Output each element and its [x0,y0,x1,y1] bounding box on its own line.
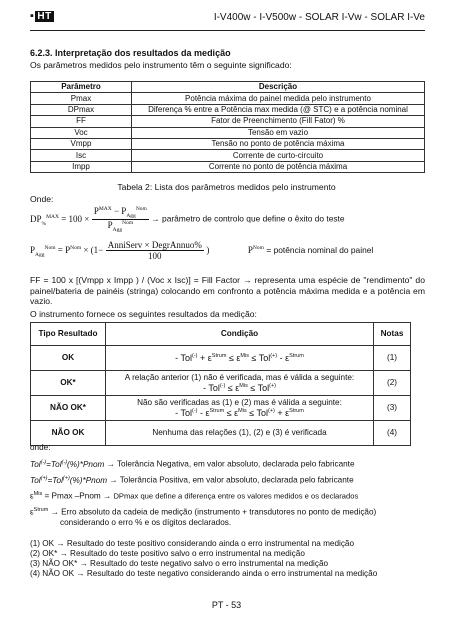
table-cell: Voc [31,127,132,138]
results-table [30,322,411,446]
list-item: (1) OK → Resultado do teste positivo considerando ainda o erro instrumental na medição [30,539,355,548]
table-cell: Isc [31,150,132,161]
table-row [31,396,411,421]
result-type: OK* [31,371,106,396]
table-row [31,371,411,396]
table-cell: Diferença % entre a Potência max medida (@ STC) e a potência nominal [132,104,425,115]
formula-pnom-note: = potência nominal do painel [266,244,374,255]
legend-tol-positive: Tol(+)=Tol(+)(%)*Pnom → Tolerância Positiva, em valor absoluto, declarada pelo fabricante [30,475,354,485]
table-cell: Pmax [31,93,132,104]
result-condition-text: A relação anterior (1) não é verificada, mas é válida a seguinte: [124,372,355,382]
table-cell: FF [31,116,132,127]
result-condition: A relação anterior (1) não é verificada, mas é válida a seguinte: - $Tol^{(-)} \le \varepsilon^{Mis} \le Tol^{(+)}$ [106,371,374,396]
table1-caption: Tabela 2: Lista dos parâmetros medidos pelo instrumento [117,182,336,192]
table-row [31,150,425,161]
table-row [31,127,425,138]
result-condition: Nenhuma das relações (1), (2) e (3) é verificada [106,421,374,446]
notes-list [30,539,425,579]
result-type: OK [31,346,106,371]
page-number: PT - 53 [211,600,242,610]
list-item: (3) NÃO OK* → Resultado do teste negativo salvo o erro instrumental na medição [30,559,329,568]
result-condition: - $Tol^{(-)} + \varepsilon^{Strum} \le \varepsilon^{Mis} \le Tol^{(+)} - \varepsilon^{Strum}$ [106,346,374,371]
table-cell: DPmax [31,104,132,115]
where-label-2: onde: [30,443,51,452]
results-intro: O instrumento fornece os seguintes resultados da medição: [30,309,257,319]
result-note: (1) [374,346,411,371]
result-note: (3) [374,396,411,421]
table-row [31,346,411,371]
formula-pnom-denominator: 100 [148,251,162,261]
table1-header-description: Descrição [132,82,425,93]
result-type: NÃO OK* [31,396,106,421]
parameters-table [30,81,425,173]
table-cell: Tensão em vazio [132,127,425,138]
result-note: (2) [374,371,411,396]
where-label: Onde: [30,194,54,204]
table2-header-type: Tipo Resultado [31,323,106,346]
table1-header-parameter: Parâmetro [31,82,132,93]
table-row [31,161,425,172]
page-header [30,8,425,31]
result-condition-text: Não são verificadas as (1) e (2) mas é válida a seguinte: [137,397,342,407]
list-item: (4) NÃO OK → Resultado do teste negativo considerando ainda o erro instrumental na medição [30,569,378,578]
section-title: 6.2.3. Interpretação dos resultados da medição [30,48,231,58]
table-row [31,116,425,127]
formula-dpmax-note: → parâmetro de controlo que define o êxito do teste [151,213,345,224]
brand-logo [30,10,54,22]
result-condition: Não são verificadas as (1) e (2) mas é válida a seguinte: - $Tol^{(-)} - \varepsilon^{Strum} \le \varepsilon^{Mis} \le Tol^{(+)} + \varepsilon^{Strum}$ [106,396,374,421]
formula-dpmax: $DP_{\%}^{MAX} = 100$ × $\frac{P^{MAX} - P_{Agg}^{Nom}}{P_{Agg}^{Nom}}$ → parâmetro de controlo que define o êxito do teste [30,206,345,233]
list-item: (2) OK* → Resultado do teste positivo salvo o erro instrumental na medição [30,549,305,558]
legend-mis: $\varepsilon^{Mis} = Pmax$ –Pnom → DPmax que define a diferença entre os valores medidos e os declarados [30,491,359,501]
result-type: NÃO OK [31,421,106,446]
table-row [31,421,411,446]
brand-logo-mark: ▪ [30,10,35,22]
table2-header-condition: Condição [106,323,374,346]
legend-tol-negative: Tol(-)=Tol(-)(%)*Pnom → Tolerância Negativa, em valor absoluto, declarada pelo fabricante [30,459,355,469]
formula-pnom-fraction [106,240,204,261]
legend-strum: $\varepsilon^{Strum}$ → Erro absoluto da cadeia de medição (instrumento + transdutores no ponto de medição) considerando o erro % e os dígitos declarados. [30,507,377,527]
table-row [31,138,425,149]
table-cell: Tensão no ponto de potência máxima [132,138,425,149]
table-row [31,104,425,115]
formula-dpmax-fraction: $\frac{P^{MAX} - P_{Agg}^{Nom}}{P_{Agg}^{Nom}}$ [93,206,147,233]
formula-pnom: $P_{Agg}^{Nom} = P^{Nom} \times (1-$ $\frac{\text{AnniServ × DegrAnnuo\%}}{100}$ ) $P^{Nom}$ = potência nominal do painel [30,240,374,261]
table-cell: Vmpp [31,138,132,149]
section-intro: Os parâmetros medidos pelo instrumento têm o seguinte significado: [30,60,292,70]
header-title: I-V400w - I-V500w - SOLAR I-Vw - SOLAR I-Ve [213,12,425,23]
table-cell: Potência máxima do painel medida pelo instrumento [132,93,425,104]
ff-paragraph: FF = 100 x [(Vmpp x Impp ) / (Voc x Isc)] = Fill Factor → representa uma espécie de "rendimento" do painel/bateria de painéis (stringa) colocando em confronto a potência máxima medida e a potência em vazio. [30,275,425,306]
table-cell: Corrente no ponto de potência máxima [132,161,425,172]
result-note: (4) [374,421,411,446]
formula-pnom-numerator: AnniServ × DegrAnnuo% [107,240,202,250]
table2-header-notes: Notas [374,323,411,346]
table-cell: Fator de Preenchimento (Fill Fator) % [132,116,425,127]
brand-logo-text: HT [37,11,52,22]
table-cell: Impp [31,161,132,172]
table-cell: Corrente de curto-circuito [132,150,425,161]
table-row [31,93,425,104]
